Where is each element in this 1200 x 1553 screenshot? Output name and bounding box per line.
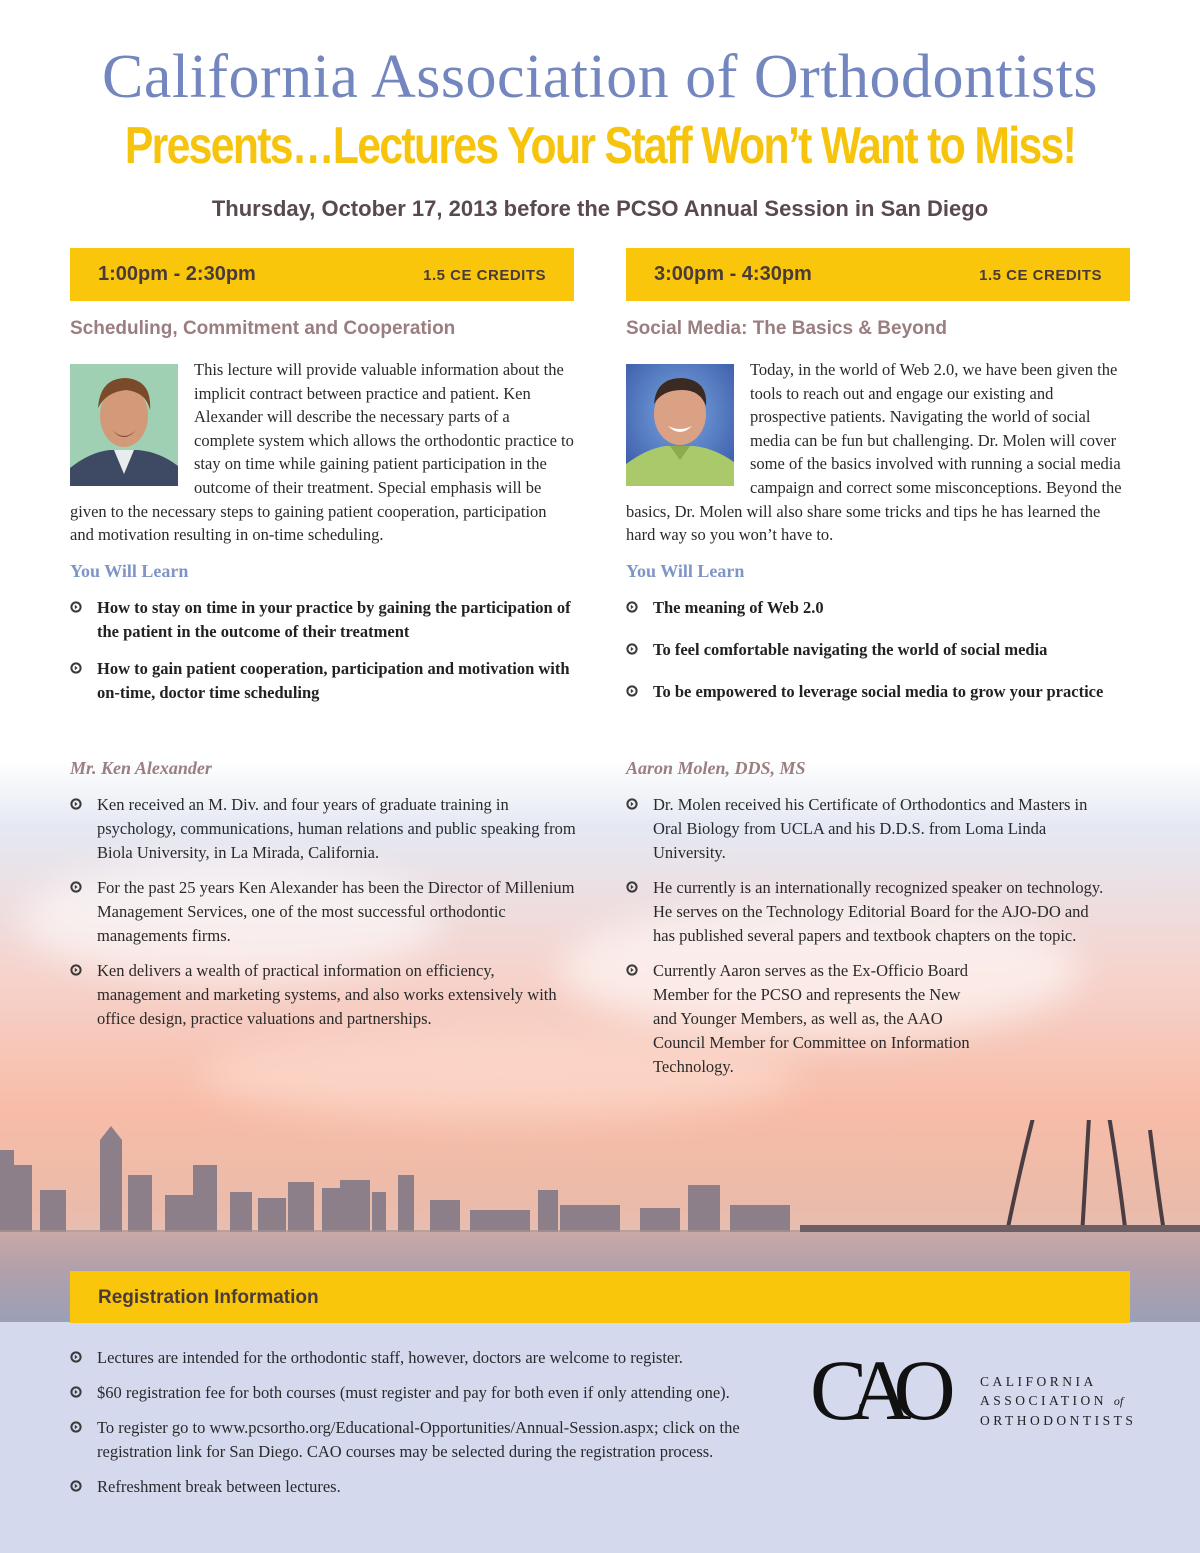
session-1-time: 1:00pm - 2:30pm xyxy=(98,263,256,285)
circle-arrow-bullet-icon xyxy=(626,881,638,893)
session-1-lecture-title: Scheduling, Commitment and Cooperation xyxy=(70,318,456,339)
session-1-learn-heading: You Will Learn xyxy=(70,560,189,581)
registration-list xyxy=(70,1346,800,1510)
list-item: For the past 25 years Ken Alexander has been the Director of Millenium Management Services, one of the most successful orthodontic managements firms. xyxy=(70,876,580,948)
circle-arrow-bullet-icon xyxy=(70,1351,82,1363)
list-item: Ken received an M. Div. and four years of graduate training in psychology, communications, human relations and public speaking from Biola University, in La Mirada, California. xyxy=(70,793,580,865)
circle-arrow-bullet-icon xyxy=(626,685,638,697)
list-item: $60 registration fee for both courses (must register and pay for both even if only attending one). xyxy=(70,1381,800,1405)
speaker-2-bio xyxy=(626,758,1106,1090)
list-item: The meaning of Web 2.0 xyxy=(626,596,1130,620)
list-item: How to stay on time in your practice by gaining the participation of the patient in the outcome of their treatment xyxy=(70,596,574,644)
session-1-column xyxy=(70,318,574,718)
session-2-time-bar xyxy=(626,248,1130,301)
session-2-column xyxy=(626,318,1130,717)
session-1-credits: 1.5 CE CREDITS xyxy=(423,267,546,284)
session-1-description: This lecture will provide valuable information about the implicit contract between practice and patient. Ken Alexander will describe the necessary parts of a complete system which allows the orthodontic practice to stay on time while gaining patient participation in the outcome of their treatment. Special emphasis will be given to the necessary steps to gaining patient cooperation, participation and motivation resulting in on-time scheduling. xyxy=(70,360,574,545)
speaker-1-bio xyxy=(70,758,580,1042)
list-item: Currently Aaron serves as the Ex-Officio Board Member for the PCSO and represents the New and Younger Members, as well as, the AAO Council Member for Committee on Information Technology. xyxy=(626,959,983,1079)
page-subtitle: Presents…Lectures Your Staff Won’t Want to Miss! xyxy=(124,117,1076,175)
cao-logo-wordmark: CALIFORNIA ASSOCIATION of ORTHODONTISTS xyxy=(980,1374,1137,1428)
registration-bar xyxy=(70,1271,1130,1323)
session-1-learn-list xyxy=(70,596,574,705)
list-item: To feel comfortable navigating the world of social media xyxy=(626,638,1130,662)
cao-logo-mark: CAO xyxy=(810,1342,938,1438)
list-item: To be empowered to leverage social media to grow your practice xyxy=(626,680,1130,704)
list-item: Refreshment break between lectures. xyxy=(70,1475,800,1499)
speaker-photo-aaron-molen xyxy=(626,364,734,486)
session-2-description: Today, in the world of Web 2.0, we have been given the tools to reach out and engage our existing and prospective patients. Navigating the world of social media can be fun but challenging. Dr. Molen will cover some of the basics involved with running a social media campaign and correct some misconceptions. Beyond the basics, Dr. Molen will also share some tricks and tips he has learned the hard way so you won’t have to. xyxy=(626,360,1122,545)
circle-arrow-bullet-icon xyxy=(626,798,638,810)
list-item: Dr. Molen received his Certificate of Orthodontics and Masters in Oral Biology from UCLA and his D.D.S. from Loma Linda University. xyxy=(626,793,1106,865)
list-item: He currently is an internationally recognized speaker on technology. He serves on the Technology Editorial Board for the AJO-DO and has published several papers and textbook chapters on the topic. xyxy=(626,876,1106,948)
session-1-time-bar xyxy=(70,248,574,301)
circle-arrow-bullet-icon xyxy=(70,1386,82,1398)
session-2-learn-list xyxy=(626,596,1130,704)
list-item: Ken delivers a wealth of practical information on efficiency, management and marketing systems, and also works extensively with office design, practice valuations and partnerships. xyxy=(70,959,580,1031)
session-2-time: 3:00pm - 4:30pm xyxy=(654,263,812,285)
circle-arrow-bullet-icon xyxy=(70,798,82,810)
circle-arrow-bullet-icon xyxy=(626,643,638,655)
cao-logo xyxy=(810,1342,1140,1438)
list-item: To register go to www.pcsortho.org/Educational-Opportunities/Annual-Session.aspx; click on the registration link for San Diego. CAO courses may be selected during the registration process. xyxy=(70,1416,800,1464)
speaker-2-name: Aaron Molen, DDS, MS xyxy=(626,758,806,778)
session-2-lecture-title: Social Media: The Basics & Beyond xyxy=(626,318,947,339)
list-item: How to gain patient cooperation, participation and motivation with on-time, doctor time scheduling xyxy=(70,657,574,705)
speaker-photo-ken-alexander xyxy=(70,364,178,486)
circle-arrow-bullet-icon xyxy=(70,601,82,613)
circle-arrow-bullet-icon xyxy=(626,601,638,613)
session-2-learn-heading: You Will Learn xyxy=(626,560,745,581)
page-title: California Association of Orthodontists xyxy=(102,43,1098,111)
circle-arrow-bullet-icon xyxy=(626,964,638,976)
session-2-credits: 1.5 CE CREDITS xyxy=(979,267,1102,284)
speaker-1-name: Mr. Ken Alexander xyxy=(70,758,212,778)
circle-arrow-bullet-icon xyxy=(70,1480,82,1492)
circle-arrow-bullet-icon xyxy=(70,662,82,674)
circle-arrow-bullet-icon xyxy=(70,881,82,893)
circle-arrow-bullet-icon xyxy=(70,964,82,976)
list-item: Lectures are intended for the orthodontic staff, however, doctors are welcome to register. xyxy=(70,1346,800,1370)
registration-heading: Registration Information xyxy=(98,1287,319,1308)
event-date-line: Thursday, October 17, 2013 before the PCSO Annual Session in San Diego xyxy=(211,196,989,221)
circle-arrow-bullet-icon xyxy=(70,1421,82,1433)
